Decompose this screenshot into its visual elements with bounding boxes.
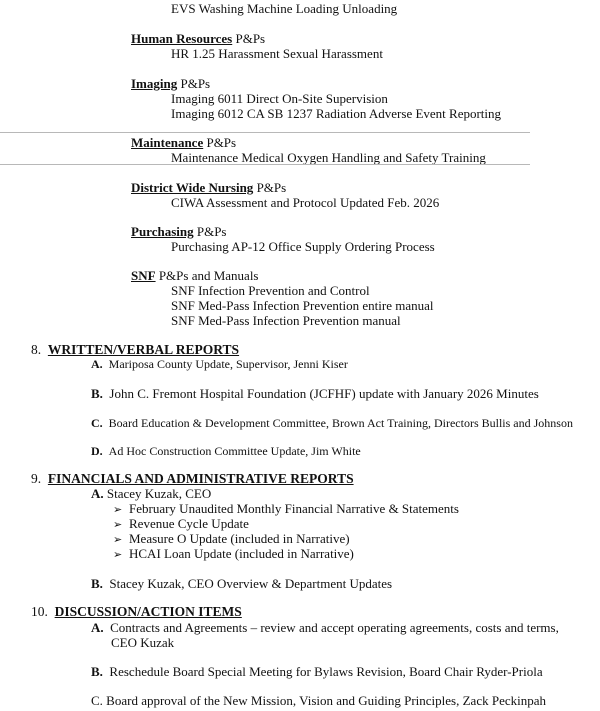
item-text: Board Education & Development Committee, Brown Act Training, Directors Bullis and Johnson [108, 416, 573, 430]
pp-label: P&Ps [256, 180, 287, 195]
action-item-a-continuation: CEO Kuzak [111, 635, 175, 650]
snf-title: SNF [131, 268, 156, 283]
section-number: 9. [31, 471, 42, 486]
item-letter: A. [91, 486, 104, 501]
maintenance-title: Maintenance [131, 135, 204, 150]
human-resources-title: Human Resources [131, 31, 233, 46]
nursing-heading [131, 180, 286, 195]
snf-heading [131, 268, 258, 283]
item-letter: B. [91, 576, 103, 591]
human-resources-heading [131, 31, 265, 46]
imaging-policy-item: Imaging 6011 Direct On-Site Supervision [171, 91, 388, 106]
item-text: Ad Hoc Construction Committee Update, Jim White [108, 444, 361, 458]
snf-policy-item: SNF Infection Prevention and Control [171, 283, 370, 298]
item-text: Contracts and Agreements – review and accept operating agreements, costs and terms, [110, 620, 559, 635]
item-text: Mariposa County Update, Supervisor, Jenni Kiser [108, 357, 348, 371]
section-number: 10. [31, 604, 48, 619]
arrow-bullet-icon: ➢ [113, 548, 123, 561]
purchasing-policy-item: Purchasing AP-12 Office Supply Ordering Process [171, 239, 435, 254]
section-title: FINANCIALS AND ADMINISTRATIVE REPORTS [47, 471, 354, 486]
item-letter: A. [91, 620, 104, 635]
bullet-text: February Unaudited Monthly Financial Narrative & Statements [129, 501, 459, 516]
imaging-policy-item: Imaging 6012 CA SB 1237 Radiation Adverse Event Reporting [171, 106, 502, 121]
pp-label: P&Ps [196, 224, 227, 239]
bullet-item [113, 546, 354, 562]
maintenance-policy-item: Maintenance Medical Oxygen Handling and Safety Training [171, 150, 486, 165]
evs-policy-item: EVS Washing Machine Loading Unloading [171, 1, 398, 16]
pp-label: P&Ps [180, 76, 211, 91]
snf-policy-item: SNF Med-Pass Infection Prevention manual [171, 313, 401, 328]
hr-policy-item: HR 1.25 Harassment Sexual Harassment [171, 46, 383, 61]
bullet-item [113, 516, 249, 532]
imaging-title: Imaging [131, 76, 178, 91]
bullet-text: Revenue Cycle Update [129, 516, 249, 531]
item-letter: B. [91, 386, 103, 401]
pp-label: P&Ps [206, 135, 237, 150]
bullet-item [113, 501, 459, 517]
divider [0, 164, 530, 165]
item-letter: C. [91, 416, 103, 430]
imaging-heading [131, 76, 210, 91]
action-item-b [91, 664, 543, 679]
nursing-title: District Wide Nursing [131, 180, 254, 195]
section-number: 8. [31, 342, 42, 357]
financial-item-b [91, 576, 392, 591]
action-item-c: C. Board approval of the New Mission, Vision and Guiding Principles, Zack Peckinpah [91, 693, 546, 708]
financial-item-a [91, 486, 211, 501]
bullet-text: Measure O Update (included in Narrative) [129, 531, 350, 546]
purchasing-heading [131, 224, 227, 239]
nursing-policy-item: CIWA Assessment and Protocol Updated Feb. 2026 [171, 195, 440, 210]
arrow-bullet-icon: ➢ [113, 533, 123, 546]
section-title: WRITTEN/VERBAL REPORTS [47, 342, 240, 357]
section-8-heading [31, 342, 239, 357]
bullet-text: HCAI Loan Update (included in Narrative) [129, 546, 354, 561]
section-title: DISCUSSION/ACTION ITEMS [54, 604, 242, 619]
item-letter: A. [91, 357, 103, 371]
maintenance-heading [131, 135, 236, 150]
action-item-a [91, 620, 559, 635]
bullet-item [113, 531, 350, 547]
report-item-a [91, 357, 348, 372]
pp-label: P&Ps [235, 31, 266, 46]
arrow-bullet-icon: ➢ [113, 503, 123, 516]
item-text: Reschedule Board Special Meeting for Bylaws Revision, Board Chair Ryder-Priola [109, 664, 543, 679]
item-text: Stacey Kuzak, CEO Overview & Department Updates [109, 576, 393, 591]
report-item-c [91, 416, 573, 431]
report-item-b [91, 386, 539, 401]
item-text: Stacey Kuzak, CEO [106, 486, 212, 501]
purchasing-title: Purchasing [131, 224, 194, 239]
item-letter: D. [91, 444, 103, 458]
arrow-bullet-icon: ➢ [113, 518, 123, 531]
item-letter: B. [91, 664, 103, 679]
section-9-heading [31, 471, 354, 486]
item-text: John C. Fremont Hospital Foundation (JCFHF) update with January 2026 Minutes [109, 386, 539, 401]
snf-policy-item: SNF Med-Pass Infection Prevention entire manual [171, 298, 434, 313]
section-10-heading [31, 604, 242, 619]
report-item-d [91, 444, 361, 459]
snf-suffix: P&Ps and Manuals [158, 268, 259, 283]
divider [0, 132, 530, 133]
